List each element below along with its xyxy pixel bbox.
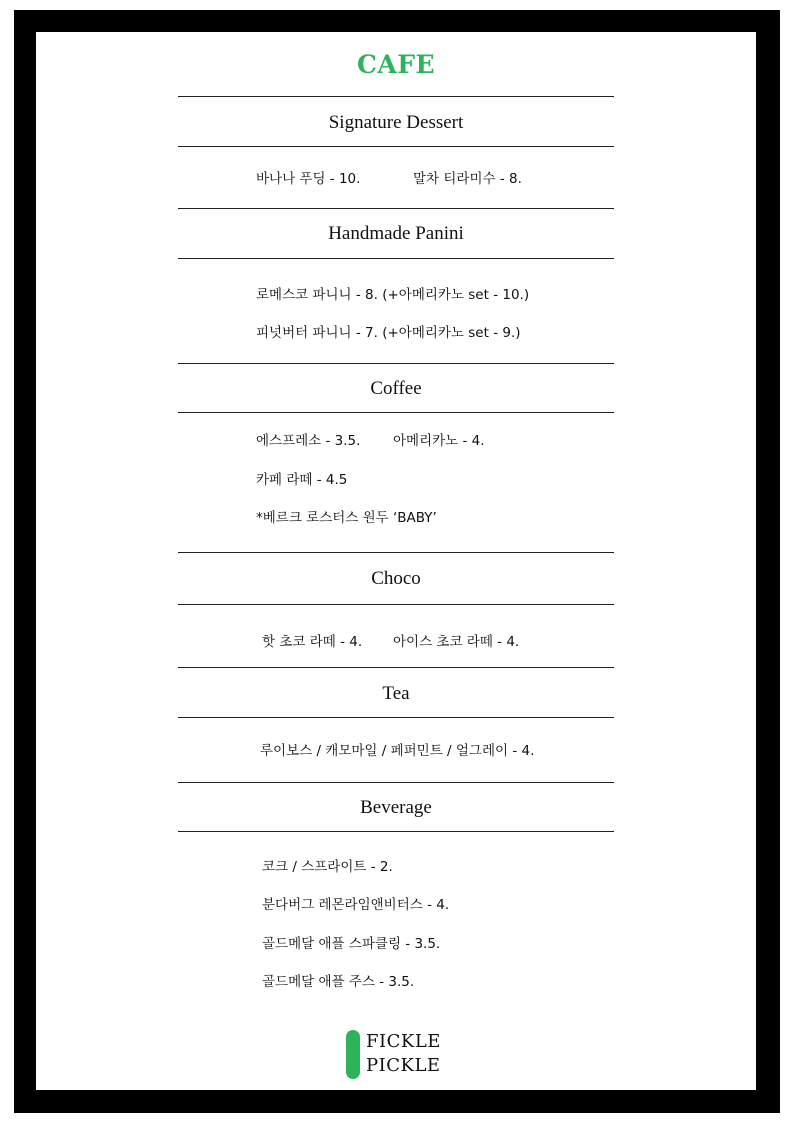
menu-item: 코크 / 스프라이트 - 2.: [262, 859, 393, 875]
menu-item: 에스프레소 - 3.5.: [256, 433, 361, 449]
section-heading-dessert: Signature Dessert: [328, 112, 464, 133]
divider: [178, 552, 614, 553]
menu-item: 골드메달 애플 스파클링 - 3.5.: [262, 936, 441, 952]
divider: [178, 146, 614, 147]
menu-item: 루이보스 / 캐모마일 / 페퍼민트 / 얼그레이 - 4.: [260, 743, 535, 759]
divider: [178, 96, 614, 97]
divider: [178, 412, 614, 413]
menu-page: [36, 32, 756, 1090]
divider: [178, 363, 614, 364]
menu-item: 카페 라떼 - 4.5: [256, 472, 348, 488]
fickle-pickle-logo: [346, 1029, 466, 1081]
menu-title: CAFE: [356, 50, 436, 79]
menu-item: 아이스 초코 라떼 - 4.: [393, 634, 520, 650]
logo-text: [366, 1030, 441, 1078]
divider: [178, 258, 614, 259]
menu-item: 아메리카노 - 4.: [393, 433, 485, 449]
divider: [178, 667, 614, 668]
section-heading-beverage: Beverage: [360, 797, 432, 818]
menu-item: 분다버그 레몬라임앤비터스 - 4.: [262, 897, 450, 913]
section-heading-coffee: Coffee: [370, 378, 422, 399]
logo-pickle-icon: [346, 1030, 360, 1079]
menu-item: 피넛버터 파니니 - 7. (+아메리카노 set - 9.): [256, 325, 521, 341]
section-heading-panini: Handmade Panini: [328, 223, 464, 244]
divider: [178, 604, 614, 605]
section-heading-tea: Tea: [382, 683, 410, 704]
divider: [178, 782, 614, 783]
divider: [178, 208, 614, 209]
menu-item: 핫 초코 라떼 - 4.: [262, 634, 363, 650]
logo-line-2: PICKLE: [366, 1055, 441, 1076]
menu-item: 골드메달 애플 주스 - 3.5.: [262, 974, 415, 990]
divider: [178, 831, 614, 832]
menu-note: *베르크 로스터스 원두 ‘BABY’: [256, 510, 437, 526]
divider: [178, 717, 614, 718]
logo-line-1: FICKLE: [366, 1031, 441, 1052]
section-heading-choco: Choco: [371, 568, 421, 589]
menu-item: 로메스코 파니니 - 8. (+아메리카노 set - 10.): [256, 287, 530, 303]
menu-item: 바나나 푸딩 - 10.: [256, 171, 361, 187]
menu-item: 말차 티라미수 - 8.: [413, 171, 522, 187]
